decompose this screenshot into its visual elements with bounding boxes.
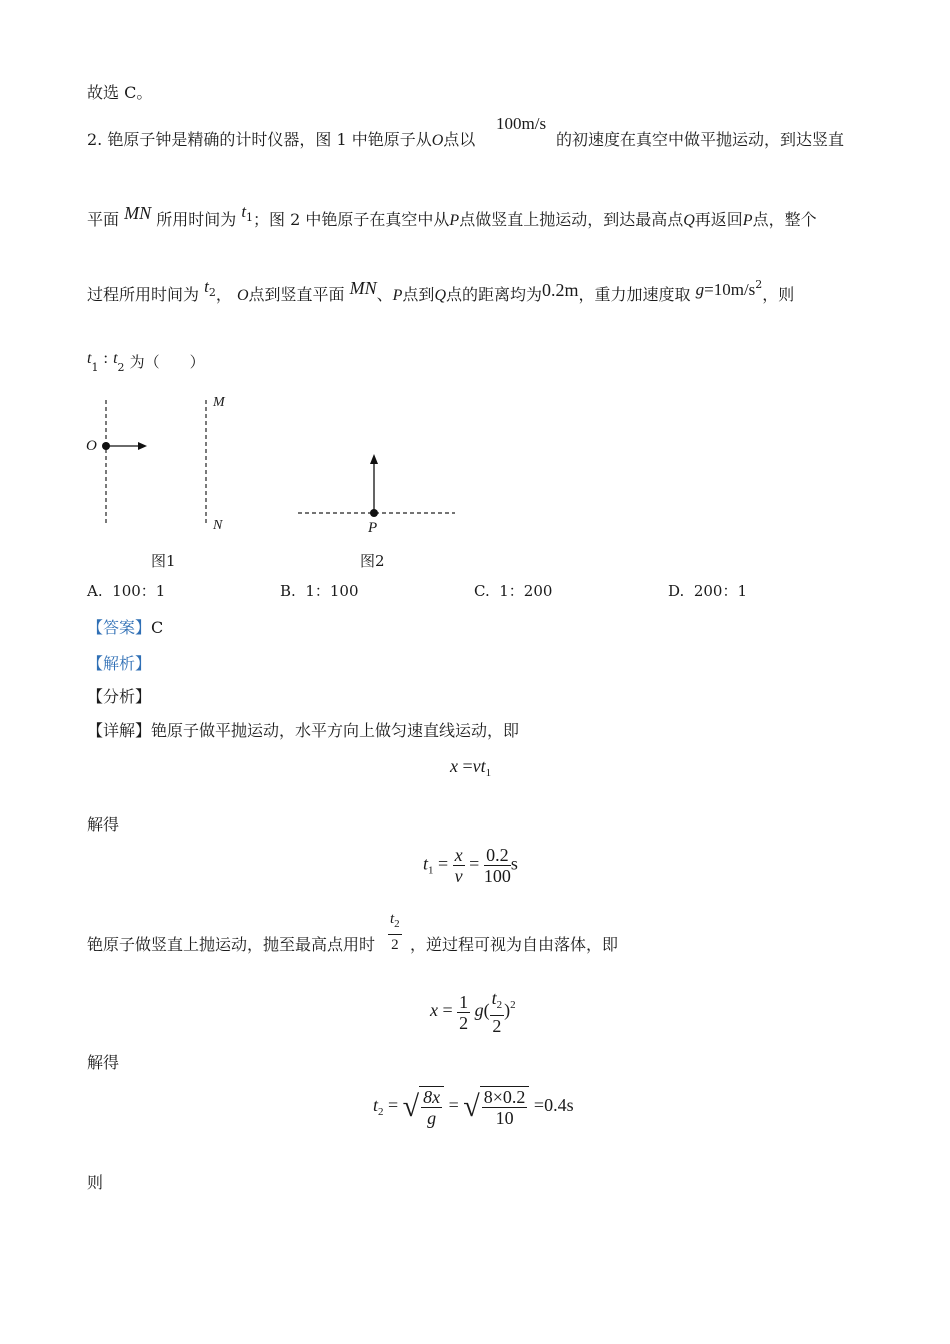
equation-2: $t_1$ = $\frac{x}{v}$ = $\frac{0.2}{100}$ s [423, 845, 518, 886]
question-line-2: 平面 MN 所用时间为 $t^1$；图 2 中铯原子在真空中从P点做竖直上抛运动，到达最高点Q再返回P点，整个 [87, 202, 817, 229]
fig1-label-n: N [213, 518, 223, 533]
vertical-throw-line: 铯原子做竖直上抛运动，抛至最高点用时 [87, 935, 376, 954]
figure2-caption: 图2 [360, 552, 385, 570]
fig1-arrow-head [138, 442, 147, 450]
answer-line [87, 615, 163, 638]
analysis-label: 【解析】 [87, 654, 152, 673]
answer-value: C [151, 618, 164, 637]
option-a[interactable]: A. 100：1 [87, 582, 166, 600]
distance-value: 0.2m [542, 280, 579, 300]
solve-label-2: 解得 [87, 1053, 120, 1072]
fig2-point-p [370, 509, 378, 517]
question-line-4: $t_1$ : $t_2$ 为（ ） [87, 350, 205, 374]
fig1-label-o: O [86, 438, 97, 454]
equation-1: $x =vt_1$ [450, 756, 492, 779]
half-time-fraction: $\frac{t_2}{2}$ [390, 911, 400, 953]
question-line-1: 2. 铯原子钟是精确的计时仪器，图 1 中铯原子从O点以 [87, 130, 476, 149]
initial-speed: 100m/s [496, 114, 547, 133]
figures-svg [0, 390, 480, 540]
fig2-arrow-head [370, 454, 378, 464]
sqrt-sign-1: √ [402, 1090, 420, 1123]
figure1-caption: 图1 [151, 552, 176, 570]
fenxi-label: 【分析】 [87, 687, 152, 706]
option-d[interactable]: D. 200：1 [668, 582, 747, 600]
option-b[interactable]: B. 1：100 [280, 582, 359, 600]
fig1-label-m: M [213, 395, 225, 410]
question-line-3: 过程所用时间为 $t^2$， O点到竖直平面 MN、P点到Q点的距离均为0.2m，重力加速度取 $g=10m/s^2$，则 [87, 277, 795, 304]
detail-line: 【详解】铯原子做平抛运动，水平方向上做匀速直线运动，即 [87, 721, 520, 740]
question-number: 2. [87, 130, 103, 149]
solve-label-1: 解得 [87, 815, 120, 834]
answer-label: 【答案】 [87, 618, 152, 637]
previous-conclusion: 故选 C。 [87, 83, 153, 102]
equation-4: $t_2$ = √ $\frac{8x}{g}$ = √ $\frac{8\times 0.2}{10}$ =0.4s [373, 1087, 574, 1128]
equation-3: x = $\frac{1}{2}$ g( $\frac{t_2}{2}$ )$^2$ [430, 988, 516, 1036]
detail-label: 【详解】 [87, 721, 152, 740]
then-label: 则 [87, 1173, 104, 1192]
sqrt-sign-2: √ [463, 1090, 480, 1123]
fig2-label-p: P [368, 520, 378, 536]
option-c[interactable]: C. 1：200 [474, 582, 553, 600]
